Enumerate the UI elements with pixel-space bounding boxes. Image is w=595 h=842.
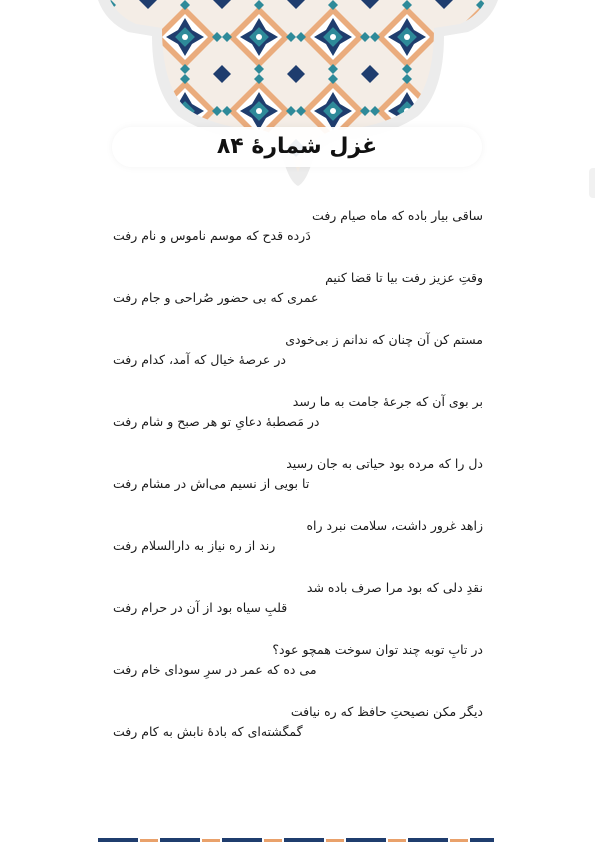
verse-8 bbox=[113, 640, 483, 702]
verse-second-line: می ده که عمر در سرِ سودای خام رفت bbox=[113, 662, 317, 677]
verse-first-line: وقتِ عزیز رفت بیا تا قضا کنیم bbox=[325, 270, 483, 285]
verse-first-line: دیگر مکن نصیحتِ حافظ که ره نیافت bbox=[290, 704, 483, 719]
verse-second-line: گمگشته‌ای که بادهٔ نابش به کام رفت bbox=[113, 724, 303, 739]
verse-second-line: در عرصهٔ خیال که آمد، کدام رفت bbox=[113, 352, 286, 367]
header-ornament bbox=[0, 0, 595, 200]
verse-first-line: مستم کن آن چنان که ندانم ز بی‌خودی bbox=[285, 332, 483, 347]
verse-5 bbox=[113, 454, 483, 516]
verse-second-line: دَرده قدح که موسم ناموس و نام رفت bbox=[113, 228, 311, 243]
poem-body bbox=[113, 206, 483, 764]
verse-1 bbox=[113, 206, 483, 268]
verse-second-line: قلبِ سیاه بود از آن در حرام رفت bbox=[113, 600, 288, 615]
verse-first-line: ساقی بیار باده که ماه صیام رفت bbox=[312, 208, 483, 223]
page-title: غزل شمارهٔ ۸۴ bbox=[216, 134, 378, 159]
verse-7 bbox=[113, 578, 483, 640]
verse-first-line: دل را که مرده بود حیاتی به جان رسید bbox=[286, 456, 483, 471]
verse-3 bbox=[113, 330, 483, 392]
verse-second-line: تا بویی از نسیم می‌اش در مشام رفت bbox=[113, 476, 310, 491]
verse-first-line: نقدِ دلی که بود مرا صرف باده شد bbox=[306, 580, 483, 595]
verse-second-line: در مَصطبهٔ دعایِ تو هر صبح و شام رفت bbox=[113, 414, 320, 429]
verse-first-line: بر بوی آن که جرعهٔ جامت به ما رسد bbox=[292, 394, 483, 409]
footer-ornament bbox=[0, 836, 595, 842]
verse-4 bbox=[113, 392, 483, 454]
verse-6 bbox=[113, 516, 483, 578]
verse-9 bbox=[113, 702, 483, 764]
verse-second-line: عمری که بی حضور صُراحی و جام رفت bbox=[113, 290, 319, 305]
verse-first-line: زاهد غرور داشت، سلامت نبرد راه bbox=[306, 518, 483, 533]
verse-2 bbox=[113, 268, 483, 330]
verse-second-line: رند از ره نیاز به دارالسلام رفت bbox=[113, 538, 276, 553]
side-tab bbox=[589, 168, 595, 198]
verse-first-line: در تابِ توبه چند توان سوخت همچو عود؟ bbox=[272, 642, 483, 657]
